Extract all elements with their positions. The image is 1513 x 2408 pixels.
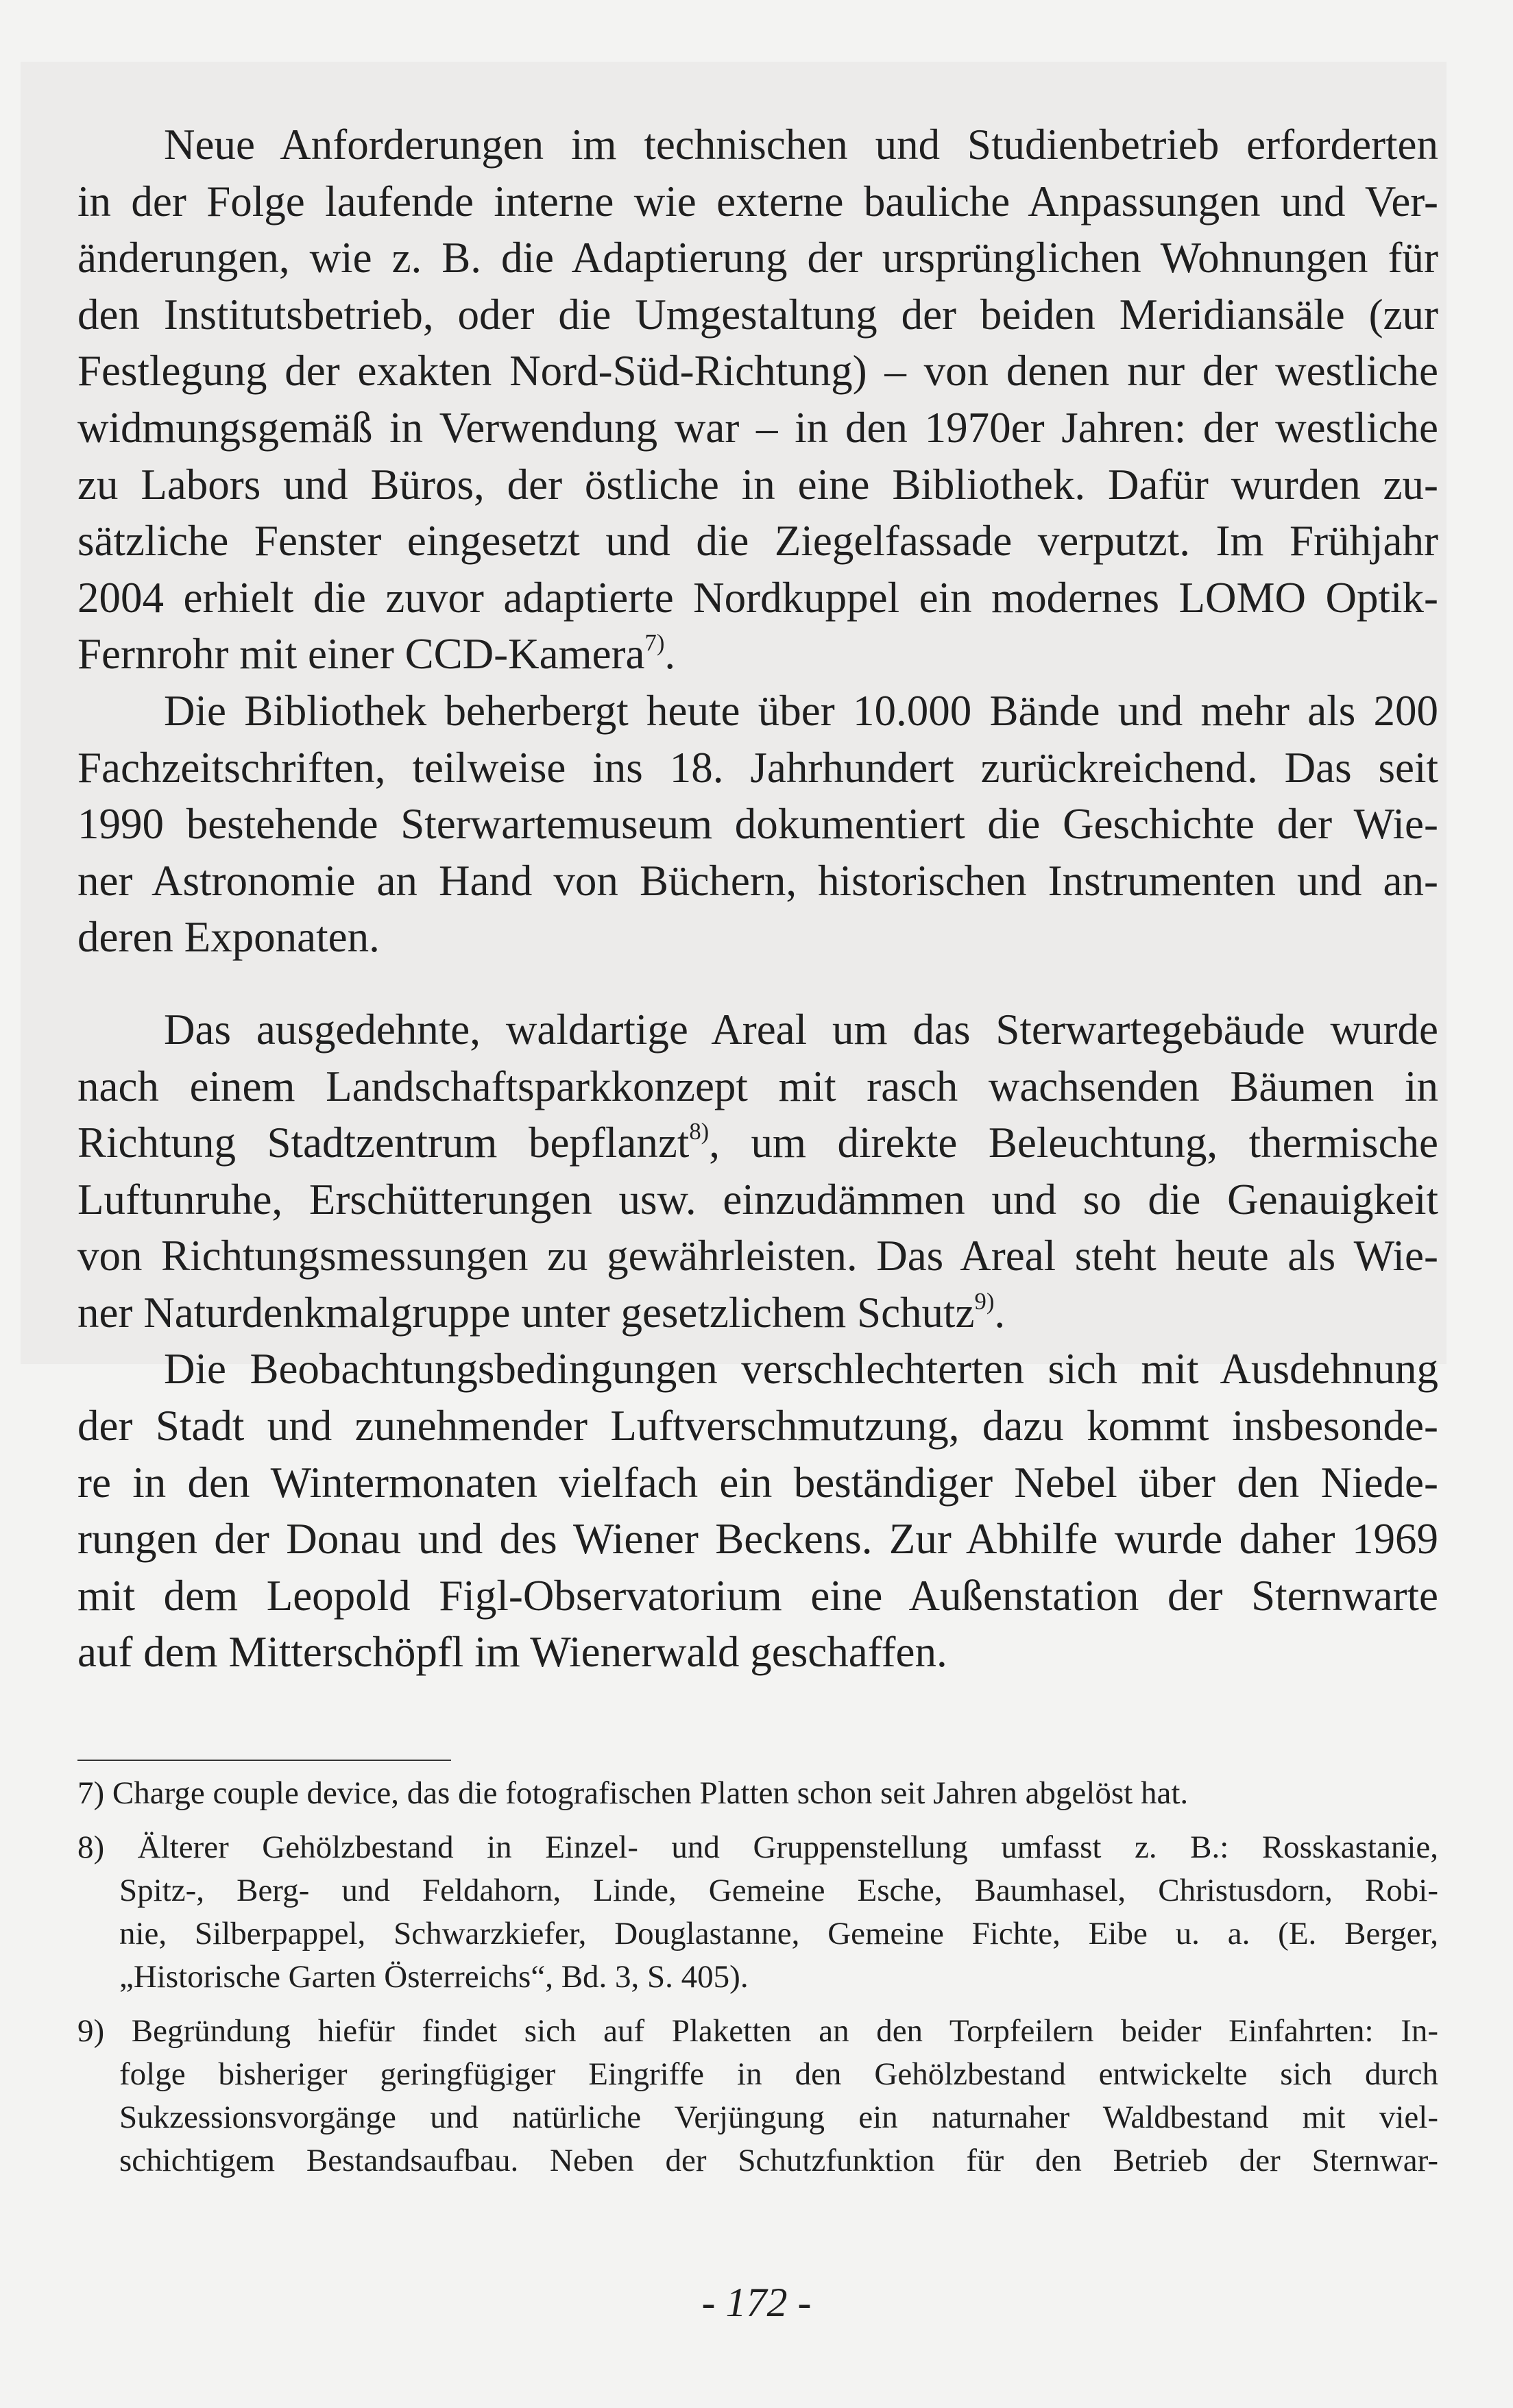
text-line: 2004 erhielt die zuvor adaptierte Nordkuppel ein modernes LOMO Optik- bbox=[77, 573, 1438, 622]
footnote-line: 7) Charge couple device, das die fotografischen Platten schon seit Jahren abgelöst hat. bbox=[77, 1775, 1189, 1811]
text-line: in der Folge laufende interne wie externe bauliche Anpassungen und Ver- bbox=[77, 177, 1438, 226]
text-line: re in den Wintermonaten vielfach ein beständiger Nebel über den Niede- bbox=[77, 1458, 1438, 1507]
text-line: nach einem Landschaftsparkkonzept mit rasch wachsenden Bäumen in bbox=[77, 1062, 1438, 1110]
footnote-line: folge bisheriger geringfügiger Eingriffe in den Gehölzbestand entwickelte sich durch bbox=[119, 2056, 1438, 2092]
footnotes bbox=[77, 1772, 1438, 2182]
footnote-8 bbox=[77, 1826, 1438, 1999]
footnote-line: 9) Begründung hiefür findet sich auf Plaketten an den Torpfeilern beider Einfahrten: In- bbox=[77, 2013, 1438, 2049]
text-line: 1990 bestehende Sterwartemuseum dokumentiert die Geschichte der Wie- bbox=[77, 800, 1438, 849]
main-text bbox=[77, 117, 1438, 1681]
text-line bbox=[77, 626, 1438, 683]
text-line: den Institutsbetrieb, oder die Umgestaltung der beiden Meridiansäle (zur bbox=[77, 290, 1438, 339]
footnote-gap bbox=[77, 1999, 1438, 2010]
text-line: Das ausgedehnte, waldartige Areal um das Sterwartegebäude wurde bbox=[164, 1005, 1438, 1054]
text-line: Festlegung der exakten Nord-Süd-Richtung) – von denen nur der westliche bbox=[77, 347, 1438, 396]
footnote-ref-9: 9) bbox=[974, 1288, 995, 1315]
footnote-line: 8) Älterer Gehölzbestand in Einzel- und Gruppenstellung umfasst z. B.: Rosskastanie, bbox=[77, 1829, 1438, 1865]
footnote-7 bbox=[77, 1772, 1438, 1815]
text-line: von Richtungsmessungen zu gewährleisten. Das Areal steht heute als Wie- bbox=[77, 1232, 1438, 1280]
text-line: änderungen, wie z. B. die Adaptierung der ursprünglichen Wohnungen für bbox=[77, 234, 1438, 282]
text-fragment: ner Naturdenkmalgruppe unter gesetzlichem Schutz bbox=[77, 1288, 975, 1337]
footnote-line: Sukzessionsvorgänge und natürliche Verjüngung ein naturnaher Waldbestand mit viel- bbox=[119, 2100, 1438, 2135]
text-line: sätzliche Fenster eingesetzt und die Ziegelfassade verputzt. Im Frühjahr bbox=[77, 517, 1438, 565]
footnote-line: nie, Silberpappel, Schwarzkiefer, Douglastanne, Gemeine Fichte, Eibe u. a. (E. Berger, bbox=[119, 1916, 1438, 1951]
text-line: zu Labors und Büros, der östliche in eine Bibliothek. Dafür wurden zu- bbox=[77, 460, 1438, 509]
footnote-separator bbox=[77, 1760, 451, 1761]
footnote-9 bbox=[77, 2010, 1438, 2182]
text-fragment: , um direkte Beleuchtung, thermische bbox=[709, 1119, 1438, 1167]
text-fragment: . bbox=[994, 1288, 1006, 1337]
footnote-line: schichtigem Bestandsaufbau. Neben der Schutzfunktion für den Betrieb der Sternwar- bbox=[119, 2143, 1438, 2178]
footnote-line: Spitz-, Berg- und Feldahorn, Linde, Gemeine Esche, Baumhasel, Christusdorn, Robi- bbox=[119, 1873, 1438, 1908]
text-fragment: . bbox=[664, 630, 676, 679]
text-line: widmungsgemäß in Verwendung war – in den 1970er Jahren: der westliche bbox=[77, 403, 1438, 452]
footnote-line: „Historische Garten Österreichs“, Bd. 3, S. 405). bbox=[119, 1959, 749, 1995]
text-line: der Stadt und zunehmender Luftverschmutzung, dazu kommt insbesonde- bbox=[77, 1402, 1438, 1450]
footnote-ref-8: 8) bbox=[689, 1119, 710, 1145]
text-line: Die Beobachtungsbedingungen verschlechterten sich mit Ausdehnung bbox=[164, 1345, 1438, 1394]
text-fragment: Fernrohr mit einer CCD-Kamera bbox=[77, 630, 645, 679]
footnote-gap bbox=[77, 1815, 1438, 1826]
text-line: Fachzeitschriften, teilweise ins 18. Jahrhundert zurückreichend. Das seit bbox=[77, 743, 1438, 792]
text-line: rungen der Donau und des Wiener Beckens. Zur Abhilfe wurde daher 1969 bbox=[77, 1515, 1438, 1564]
text-line: auf dem Mitterschöpfl im Wienerwald geschaffen. bbox=[77, 1628, 947, 1677]
text-line bbox=[77, 1285, 1438, 1341]
text-line: Neue Anforderungen im technischen und Studienbetrieb erforderten bbox=[164, 121, 1438, 169]
page-number: - 172 - bbox=[701, 2280, 812, 2325]
text-line bbox=[77, 1115, 1438, 1171]
text-line: Die Bibliothek beherbergt heute über 10.000 Bände und mehr als 200 bbox=[164, 686, 1438, 735]
text-line: deren Exponaten. bbox=[77, 913, 380, 962]
text-fragment: Richtung Stadtzentrum bepflanzt bbox=[77, 1119, 690, 1167]
paragraph-gap bbox=[77, 966, 1438, 1001]
text-line: ner Astronomie an Hand von Büchern, historischen Instrumenten und an- bbox=[77, 856, 1438, 905]
text-line: Luftunruhe, Erschütterungen usw. einzudämmen und so die Genauigkeit bbox=[77, 1175, 1438, 1224]
footnote-ref-7: 7) bbox=[644, 630, 665, 657]
text-line: mit dem Leopold Figl-Observatorium eine Außenstation der Sternwarte bbox=[77, 1571, 1438, 1620]
